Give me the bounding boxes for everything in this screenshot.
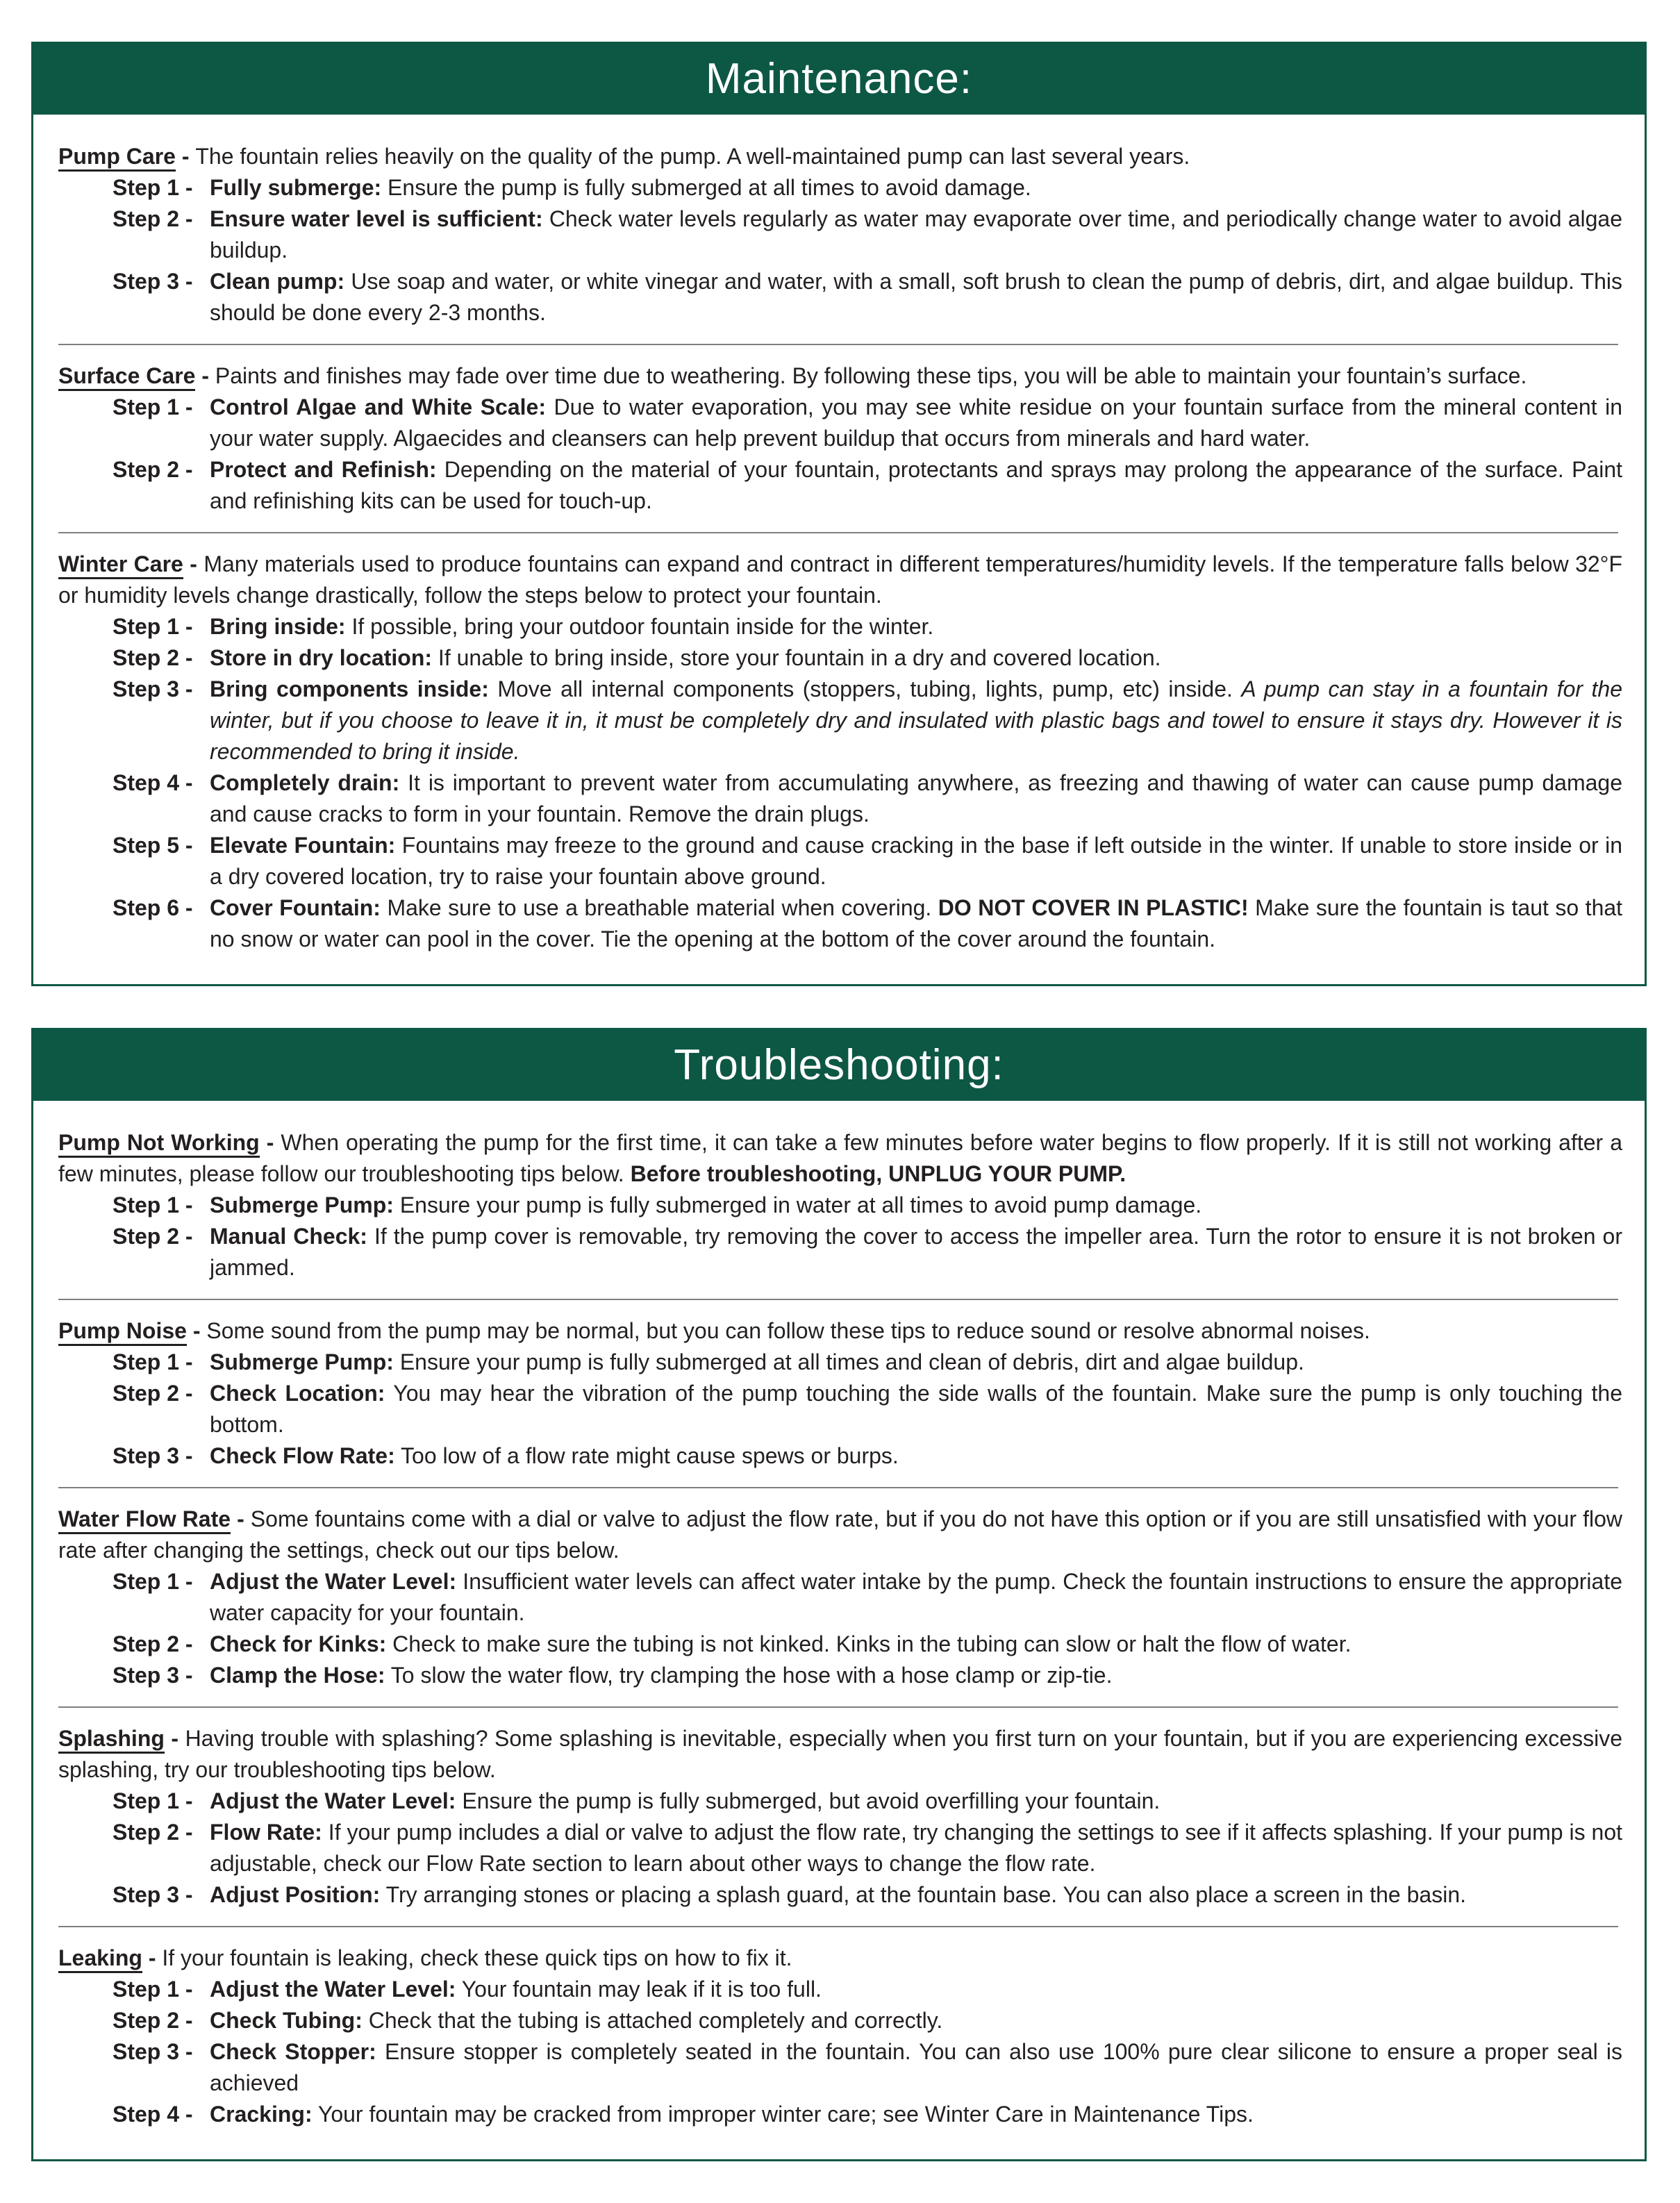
step-label: Step 1 - bbox=[113, 175, 193, 200]
step-text: Insufficient water levels can affect water intake by the pump. Check the fountain instructions to ensure the appropriate water capacity for your fountain. bbox=[210, 1569, 1623, 1625]
group-intro bbox=[58, 1723, 1622, 1786]
step-title: Cracking: bbox=[210, 2102, 313, 2127]
step-text: Check water levels regularly as water may evaporate over time, and periodically change water to avoid algae buildup. bbox=[210, 206, 1623, 263]
step-title: Check for Kinks: bbox=[210, 1631, 387, 1656]
step-title: Clamp the Hose: bbox=[210, 1663, 385, 1688]
step-item bbox=[113, 1566, 1622, 1629]
step-label: Step 1 - bbox=[113, 614, 193, 639]
step-title: Protect and Refinish: bbox=[210, 457, 437, 482]
troubleshooting-section bbox=[31, 1028, 1647, 2161]
step-item bbox=[113, 674, 1622, 767]
step-label: Step 1 - bbox=[113, 1977, 193, 2002]
step-label: Step 2 - bbox=[113, 206, 193, 231]
step-text: Your fountain may be cracked from improper winter care; see Winter Care in Maintenance Tips. bbox=[317, 2102, 1254, 2127]
group-intro bbox=[58, 1127, 1622, 1190]
step-text: You may hear the vibration of the pump touching the side walls of the fountain. Make sure the pump is only touching the bottom. bbox=[210, 1381, 1623, 1437]
step-label: Step 1 - bbox=[113, 1788, 193, 1813]
heading-dash: - bbox=[164, 1726, 185, 1751]
step-text: Ensure the pump is fully submerged, but avoid overfilling your fountain. bbox=[462, 1788, 1161, 1813]
maintenance-section-title: Maintenance: bbox=[33, 44, 1645, 115]
step-title: Submerge Pump: bbox=[210, 1349, 394, 1374]
step-text: If the pump cover is removable, try removing the cover to access the impeller area. Turn the rotor to ensure it is not broken or jammed. bbox=[210, 1224, 1623, 1280]
step-title: Store in dry location: bbox=[210, 645, 433, 670]
group-intro bbox=[58, 141, 1622, 172]
heading-dash: - bbox=[231, 1506, 251, 1531]
intro-text: When operating the pump for the first time, it can take a few minutes before water begins to flow properly. If it is still not working after a few minutes, please follow our troubleshooting tips below. bbox=[58, 1130, 1623, 1186]
group-heading: Surface Care bbox=[58, 363, 195, 391]
step-title: Cover Fountain: bbox=[210, 895, 381, 920]
step-text: Check to make sure the tubing is not kinked. Kinks in the tubing can slow or halt the flow of water. bbox=[392, 1631, 1352, 1656]
heading-dash: - bbox=[195, 363, 215, 388]
step-label: Step 2 - bbox=[113, 2008, 193, 2033]
group-heading: Pump Care bbox=[58, 144, 176, 172]
step-text: DO NOT COVER IN PLASTIC! bbox=[938, 895, 1249, 920]
group-intro bbox=[58, 1943, 1622, 1974]
step-item bbox=[113, 203, 1622, 266]
step-item bbox=[113, 1221, 1622, 1283]
step-text: Try arranging stones or placing a splash guard, at the fountain base. You can also place a screen in the basin. bbox=[385, 1882, 1466, 1907]
step-item bbox=[113, 1190, 1622, 1221]
heading-dash: - bbox=[142, 1945, 163, 1970]
step-title: Control Algae and White Scale: bbox=[210, 394, 546, 419]
step-label: Step 3 - bbox=[113, 676, 193, 701]
step-item bbox=[113, 392, 1622, 454]
maintenance-section-content bbox=[33, 115, 1645, 984]
step-item bbox=[113, 1378, 1622, 1440]
step-text: If unable to bring inside, store your fountain in a dry and covered location. bbox=[438, 645, 1161, 670]
heading-dash: - bbox=[183, 551, 204, 576]
step-label: Step 2 - bbox=[113, 1381, 193, 1406]
step-label: Step 3 - bbox=[113, 1663, 193, 1688]
heading-dash: - bbox=[175, 144, 196, 169]
group-intro bbox=[58, 549, 1622, 611]
step-text: Make sure to use a breathable material when covering. bbox=[387, 895, 938, 920]
step-label: Step 1 - bbox=[113, 1192, 193, 1217]
step-title: Flow Rate: bbox=[210, 1820, 322, 1845]
heading-dash: - bbox=[186, 1318, 207, 1343]
step-label: Step 1 - bbox=[113, 394, 193, 419]
step-title: Adjust the Water Level: bbox=[210, 1788, 456, 1813]
step-text: Too low of a flow rate might cause spews or burps. bbox=[401, 1443, 899, 1468]
intro-text: Paints and finishes may fade over time due to weathering. By following these tips, you will be able to maintain your fountain’s surface. bbox=[215, 363, 1527, 388]
step-item bbox=[113, 1629, 1622, 1660]
step-label: Step 2 - bbox=[113, 1631, 193, 1656]
step-label: Step 2 - bbox=[113, 1224, 193, 1249]
group-intro bbox=[58, 360, 1622, 392]
step-title: Bring components inside: bbox=[210, 676, 489, 701]
group-heading: Water Flow Rate bbox=[58, 1506, 231, 1534]
step-label: Step 4 - bbox=[113, 2102, 193, 2127]
step-text: Depending on the material of your fountain, protectants and sprays may prolong the appearance of the surface. Paint and refinishing kits can be used for touch-up. bbox=[210, 457, 1623, 513]
step-title: Check Flow Rate: bbox=[210, 1443, 395, 1468]
step-label: Step 4 - bbox=[113, 770, 193, 795]
step-item bbox=[113, 1660, 1622, 1691]
step-label: Step 5 - bbox=[113, 833, 193, 858]
intro-text: Before troubleshooting, UNPLUG YOUR PUMP. bbox=[630, 1161, 1126, 1186]
step-text: To slow the water flow, try clamping the hose with a hose clamp or zip-tie. bbox=[390, 1663, 1113, 1688]
step-item bbox=[113, 2099, 1622, 2130]
step-text: If your pump includes a dial or valve to adjust the flow rate, try changing the settings to see if it affects splashing. If your pump is not adjustable, check our Flow Rate section to learn about other ways to change the flow rate. bbox=[210, 1820, 1623, 1876]
heading-dash: - bbox=[259, 1130, 281, 1155]
step-text: Ensure your pump is fully submerged at all times and clean of debris, dirt and algae buildup. bbox=[399, 1349, 1304, 1374]
section-divider bbox=[58, 1706, 1618, 1708]
section-divider bbox=[58, 1299, 1618, 1300]
step-text: Move all internal components (stoppers, tubing, lights, pump, etc) inside. bbox=[497, 676, 1242, 701]
step-text: Due to water evaporation, you may see white residue on your fountain surface from the mineral content in your water supply. Algaecides and cleansers can help prevent buildup that occurs from minerals and hard water. bbox=[210, 394, 1623, 451]
step-title: Submerge Pump: bbox=[210, 1192, 394, 1217]
step-item bbox=[113, 2005, 1622, 2036]
step-text: If possible, bring your outdoor fountain inside for the winter. bbox=[351, 614, 934, 639]
step-text: Ensure the pump is fully submerged at all times to avoid damage. bbox=[388, 175, 1031, 200]
step-title: Completely drain: bbox=[210, 770, 400, 795]
section-divider bbox=[58, 344, 1618, 345]
group-heading: Pump Not Working bbox=[58, 1130, 260, 1158]
section-divider bbox=[58, 1926, 1618, 1927]
intro-text: If your fountain is leaking, check these quick tips on how to fix it. bbox=[162, 1945, 792, 1970]
step-label: Step 3 - bbox=[113, 1443, 193, 1468]
step-item bbox=[113, 830, 1622, 892]
step-text: A pump can stay in a fountain for the winter, but if you choose to leave it in, it must be completely dry and insulated with plastic bags and towel to ensure it stays dry. However it is recommended to bring it inside. bbox=[210, 676, 1623, 764]
step-item bbox=[113, 1879, 1622, 1911]
maintenance-section bbox=[31, 42, 1647, 986]
step-text: Use soap and water, or white vinegar and water, with a small, soft brush to clean the pump of debris, dirt, and algae buildup. This should be done every 2-3 months. bbox=[210, 269, 1623, 325]
group-heading: Leaking bbox=[58, 1945, 142, 1973]
step-item bbox=[113, 1440, 1622, 1472]
step-label: Step 3 - bbox=[113, 2039, 193, 2064]
step-item bbox=[113, 1817, 1622, 1879]
step-item bbox=[113, 642, 1622, 674]
step-item bbox=[113, 2036, 1622, 2099]
intro-text: Many materials used to produce fountains can expand and contract in different temperatures/humidity levels. If the temperature falls below 32°F or humidity levels change drastically, follow the steps below to protect your fountain. bbox=[58, 551, 1623, 608]
step-item bbox=[113, 172, 1622, 203]
step-title: Adjust Position: bbox=[210, 1882, 381, 1907]
step-label: Step 3 - bbox=[113, 269, 193, 294]
step-label: Step 2 - bbox=[113, 645, 193, 670]
troubleshooting-section-title: Troubleshooting: bbox=[33, 1030, 1645, 1101]
intro-text: Some fountains come with a dial or valve to adjust the flow rate, but if you do not have this option or if you are still unsatisfied with your flow rate after changing the settings, check out our tips below. bbox=[58, 1506, 1623, 1563]
intro-text: The fountain relies heavily on the quality of the pump. A well-maintained pump can last several years. bbox=[195, 144, 1190, 169]
step-item bbox=[113, 767, 1622, 830]
step-item bbox=[113, 454, 1622, 517]
step-item bbox=[113, 892, 1622, 955]
step-label: Step 2 - bbox=[113, 1820, 193, 1845]
section-divider bbox=[58, 1487, 1618, 1488]
step-item bbox=[113, 611, 1622, 642]
intro-text: Some sound from the pump may be normal, but you can follow these tips to reduce sound or resolve abnormal noises. bbox=[206, 1318, 1370, 1343]
group-heading: Pump Noise bbox=[58, 1318, 187, 1346]
step-label: Step 6 - bbox=[113, 895, 193, 920]
step-item bbox=[113, 266, 1622, 329]
step-text: Fountains may freeze to the ground and cause cracking in the base if left outside in the winter. If unable to store inside or in a dry covered location, try to raise your fountain above ground. bbox=[210, 833, 1623, 889]
group-heading: Splashing bbox=[58, 1726, 165, 1754]
step-label: Step 1 - bbox=[113, 1569, 193, 1594]
step-item bbox=[113, 1786, 1622, 1817]
section-divider bbox=[58, 532, 1618, 533]
step-title: Bring inside: bbox=[210, 614, 346, 639]
step-text: Your fountain may leak if it is too full. bbox=[461, 1977, 822, 2002]
step-title: Fully submerge: bbox=[210, 175, 382, 200]
step-label: Step 2 - bbox=[113, 457, 193, 482]
step-label: Step 3 - bbox=[113, 1882, 193, 1907]
step-title: Adjust the Water Level: bbox=[210, 1569, 457, 1594]
step-item bbox=[113, 1974, 1622, 2005]
step-text: Ensure your pump is fully submerged in water at all times to avoid pump damage. bbox=[399, 1192, 1202, 1217]
group-intro bbox=[58, 1315, 1622, 1347]
intro-text: Having trouble with splashing? Some splashing is inevitable, especially when you first turn on your fountain, but if you are experiencing excessive splashing, try our troubleshooting tips below. bbox=[58, 1726, 1623, 1782]
step-title: Check Location: bbox=[210, 1381, 385, 1406]
troubleshooting-section-content bbox=[33, 1101, 1645, 2159]
group-intro bbox=[58, 1504, 1622, 1566]
step-text: Check that the tubing is attached completely and correctly. bbox=[368, 2008, 943, 2033]
step-title: Ensure water level is sufficient: bbox=[210, 206, 543, 231]
step-title: Check Tubing: bbox=[210, 2008, 363, 2033]
group-heading: Winter Care bbox=[58, 551, 183, 579]
step-text: Make sure the fountain is taut so that no snow or water can pool in the cover. Tie the opening at the bottom of the cover around the fountain. bbox=[210, 895, 1623, 951]
step-title: Check Stopper: bbox=[210, 2039, 376, 2064]
step-title: Manual Check: bbox=[210, 1224, 367, 1249]
step-title: Clean pump: bbox=[210, 269, 345, 294]
step-label: Step 1 - bbox=[113, 1349, 193, 1374]
step-item bbox=[113, 1347, 1622, 1378]
step-text: It is important to prevent water from accumulating anywhere, as freezing and thawing of water can cause pump damage and cause cracks to form in your fountain. Remove the drain plugs. bbox=[210, 770, 1623, 826]
step-title: Adjust the Water Level: bbox=[210, 1977, 456, 2002]
step-text: Ensure stopper is completely seated in the fountain. You can also use 100% pure clear silicone to ensure a proper seal is achieved bbox=[210, 2039, 1623, 2095]
step-title: Elevate Fountain: bbox=[210, 833, 396, 858]
